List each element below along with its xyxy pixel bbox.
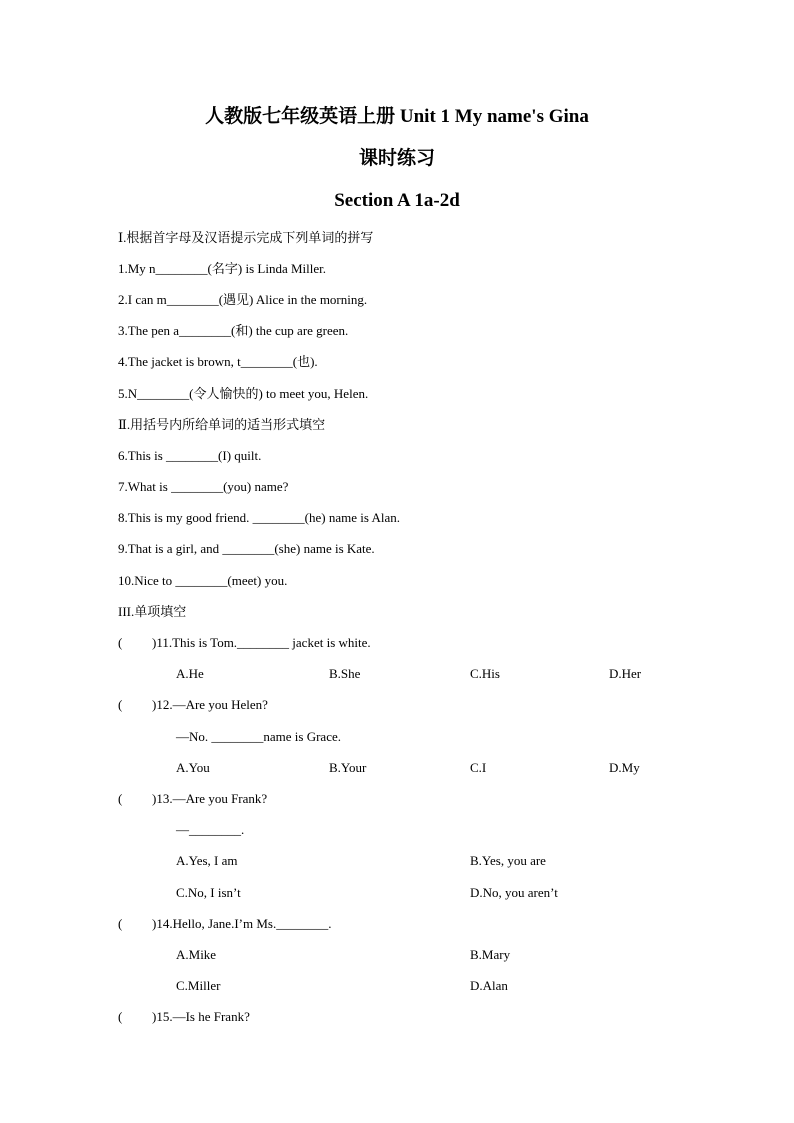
q14-option-c: C.Miller <box>176 978 221 993</box>
question-4: 4.The jacket is brown, t________(也). <box>118 354 318 369</box>
q12-option-c: C.I <box>470 760 487 775</box>
q12-option-b: B.Your <box>329 760 367 775</box>
q13-dialogue-line: —________. <box>176 822 245 837</box>
section-2-heading: Ⅱ.用括号内所给单词的适当形式填空 <box>118 417 326 432</box>
q13-option-c: C.No, I isn’t <box>176 885 241 900</box>
question-12 <box>118 696 268 714</box>
question-2: 2.I can m________(遇见) Alice in the morning. <box>118 292 368 307</box>
q11-option-b: B.She <box>329 666 361 681</box>
question-11 <box>118 634 371 652</box>
question-11-stem: 11.This is Tom.________ jacket is white. <box>156 635 371 650</box>
q11-option-d: D.Her <box>609 666 642 681</box>
answer-paren-open: ( <box>118 1009 123 1024</box>
answer-paren-open: ( <box>118 697 123 712</box>
answer-paren-close: ) <box>152 916 157 931</box>
answer-paren-open: ( <box>118 635 123 650</box>
answer-paren-close: ) <box>152 1009 157 1024</box>
q12-option-a: A.You <box>176 760 210 775</box>
answer-paren-close: ) <box>152 697 157 712</box>
question-13 <box>118 790 267 808</box>
answer-paren-open: ( <box>118 916 123 931</box>
answer-paren-open: ( <box>118 791 123 806</box>
q13-option-a: A.Yes, I am <box>176 853 238 868</box>
question-14 <box>118 915 331 933</box>
section-title: Section A 1a-2d <box>334 190 460 211</box>
question-15-stem: 15.—Is he Frank? <box>156 1009 250 1024</box>
question-8: 8.This is my good friend. ________(he) name is Alan. <box>118 510 400 525</box>
question-12-stem: 12.—Are you Helen? <box>156 697 268 712</box>
answer-paren-close: ) <box>152 635 157 650</box>
section-3-heading: III.单项填空 <box>118 604 187 619</box>
q13-option-d: D.No, you aren’t <box>470 885 558 900</box>
q14-option-d: D.Alan <box>470 978 508 993</box>
worksheet-title: 人教版七年级英语上册 Unit 1 My name's Gina <box>205 106 589 127</box>
question-1: 1.My n________(名字) is Linda Miller. <box>118 261 326 276</box>
question-9: 9.That is a girl, and ________(she) name is Kate. <box>118 541 375 556</box>
q12-dialogue-line: —No. ________name is Grace. <box>176 729 341 744</box>
question-6: 6.This is ________(I) quilt. <box>118 448 262 463</box>
question-5: 5.N________(令人愉快的) to meet you, Helen. <box>118 386 369 401</box>
q13-option-b: B.Yes, you are <box>470 853 546 868</box>
worksheet-subtitle: 课时练习 <box>358 148 435 169</box>
q14-option-b: B.Mary <box>470 947 511 962</box>
question-7: 7.What is ________(you) name? <box>118 479 289 494</box>
question-3: 3.The pen a________(和) the cup are green. <box>118 323 349 338</box>
answer-paren-close: ) <box>152 791 157 806</box>
q11-option-a: A.He <box>176 666 204 681</box>
q11-option-c: C.His <box>470 666 500 681</box>
section-1-heading: Ⅰ.根据首字母及汉语提示完成下列单词的拼写 <box>118 230 374 245</box>
question-10: 10.Nice to ________(meet) you. <box>118 573 288 588</box>
question-14-stem: 14.Hello, Jane.I’m Ms.________. <box>156 916 332 931</box>
question-13-stem: 13.—Are you Frank? <box>156 791 268 806</box>
q12-option-d: D.My <box>609 760 640 775</box>
q14-option-a: A.Mike <box>176 947 217 962</box>
question-15 <box>118 1008 250 1026</box>
